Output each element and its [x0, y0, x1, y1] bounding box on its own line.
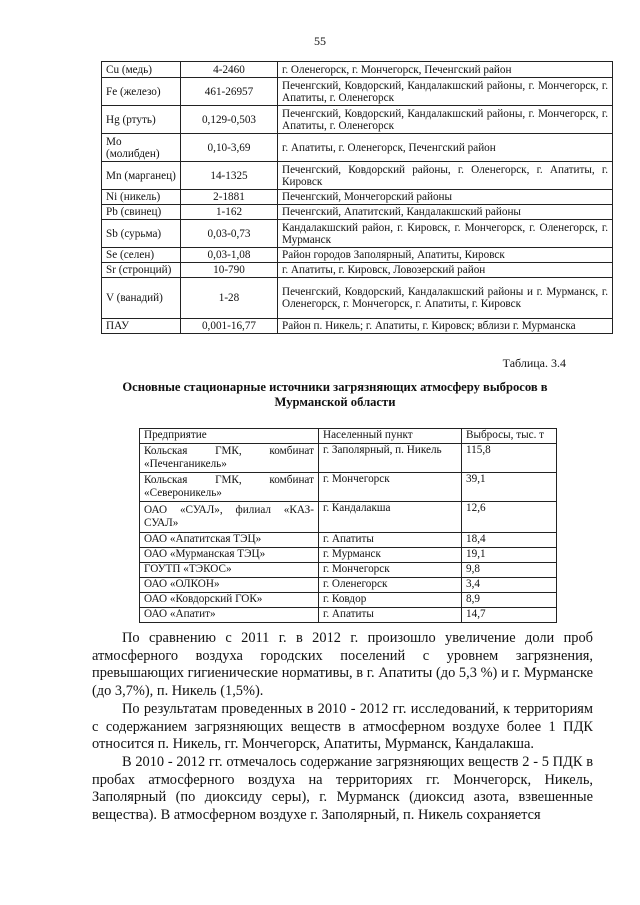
table-row	[102, 78, 613, 106]
table-row	[140, 548, 557, 563]
element-cell: Ni (никель)	[102, 190, 181, 205]
range-cell: 1-28	[181, 278, 278, 319]
enterprise-cell: ОАО «Мурманская ТЭЦ»	[140, 548, 319, 563]
range-cell: 0,10-3,69	[181, 134, 278, 162]
header-locality: Населенный пункт	[319, 429, 462, 444]
range-cell: 1-162	[181, 205, 278, 220]
header-emissions: Выбросы, тыс. т	[462, 429, 557, 444]
element-cell: Cu (медь)	[102, 62, 181, 78]
locality-cell: г. Мончегорск	[319, 563, 462, 578]
table-row	[102, 248, 613, 263]
element-cell: Mn (марганец)	[102, 162, 181, 190]
table-row	[140, 473, 557, 502]
element-cell: Hg (ртуть)	[102, 106, 181, 134]
table-row	[102, 106, 613, 134]
element-cell: V (ванадий)	[102, 278, 181, 319]
table-row	[102, 220, 613, 248]
table-row	[102, 263, 613, 278]
emissions-cell: 8,9	[462, 593, 557, 608]
areas-cell: г. Апатиты, г. Кировск, Ловозерский район	[278, 263, 613, 278]
areas-cell: Печенгский, Мончегорский районы	[278, 190, 613, 205]
locality-cell: г. Апатиты	[319, 533, 462, 548]
header-enterprise: Предприятие	[140, 429, 319, 444]
table-row	[140, 563, 557, 578]
paragraph: По сравнению с 2011 г. в 2012 г. произошло увеличение доли проб атмосферного воздуха городских поселений с уровнем загрязнения, превышающих гигиенические нормативы, в г. Апатиты (до 5,3 %) и г. Мурманске (до 3,7%), п. Никель (1,5%).	[92, 630, 593, 700]
table-row	[102, 190, 613, 205]
range-cell: 0,03-1,08	[181, 248, 278, 263]
enterprise-cell: Кольская ГМК, комбинат «Печенганикель»	[140, 444, 319, 473]
table-row	[102, 162, 613, 190]
element-cell: Pb (свинец)	[102, 205, 181, 220]
emissions-cell: 9,8	[462, 563, 557, 578]
emissions-cell: 18,4	[462, 533, 557, 548]
range-cell: 0,129-0,503	[181, 106, 278, 134]
locality-cell: г. Заполярный, п. Никель	[319, 444, 462, 473]
enterprise-cell: Кольская ГМК, комбинат «Североникель»	[140, 473, 319, 502]
areas-cell: г. Апатиты, г. Оленегорск, Печенгский район	[278, 134, 613, 162]
body-text	[92, 630, 593, 825]
table-row	[102, 319, 613, 334]
page-number: 55	[314, 34, 326, 48]
enterprise-cell: ОАО «Ковдорский ГОК»	[140, 593, 319, 608]
enterprise-cell: ОАО «СУАЛ», филиал «КАЗ-СУАЛ»	[140, 502, 319, 533]
range-cell: 10-790	[181, 263, 278, 278]
locality-cell: г. Апатиты	[319, 608, 462, 623]
paragraph: По результатам проведенных в 2010 - 2012 гг. исследований, к территориям с содержанием загрязняющих веществ в атмосферном воздухе более 1 ПДК относится п. Никель, гг. Мончегорск, Апатиты, Мурманск, Кандалакша.	[92, 700, 593, 753]
areas-cell: Печенгский, Ковдорский, Кандалакшский районы, г. Мончегорск, г. Апатиты, г. Оленегорск	[278, 106, 613, 134]
table-number: Таблица. 3.4	[502, 356, 566, 370]
locality-cell: г. Кандалакша	[319, 502, 462, 533]
element-cell: ПАУ	[102, 319, 181, 334]
range-cell: 0,03-0,73	[181, 220, 278, 248]
enterprise-cell: ГОУТП «ТЭКОС»	[140, 563, 319, 578]
emissions-cell: 39,1	[462, 473, 557, 502]
metals-table	[101, 61, 613, 334]
table-row	[140, 578, 557, 593]
areas-cell: Район городов Заполярный, Апатиты, Кировск	[278, 248, 613, 263]
paragraph: В 2010 - 2012 гг. отмечалось содержание загрязняющих веществ 2 - 5 ПДК в пробах атмосферного воздуха на территориях гг. Мончегорск, Никель, Заполярный (по диоксиду серы), г. Мурманск (диоксид азота, взвешенные вещества). В атмосферном воздухе г. Заполярный, п. Никель сохраняется	[92, 753, 593, 824]
emissions-cell: 12,6	[462, 502, 557, 533]
table-row	[102, 62, 613, 78]
range-cell: 14-1325	[181, 162, 278, 190]
areas-cell: Кандалакшский район, г. Кировск, г. Мончегорск, г. Оленегорск, г. Мурманск	[278, 220, 613, 248]
enterprise-cell: ОАО «Апатит»	[140, 608, 319, 623]
range-cell: 2-1881	[181, 190, 278, 205]
table-title: Основные стационарные источники загрязняющих атмосферу выбросов в Мурманской области	[122, 380, 548, 409]
table-row	[102, 278, 613, 319]
element-cell: Fe (железо)	[102, 78, 181, 106]
table-row	[140, 502, 557, 533]
range-cell: 0,001-16,77	[181, 319, 278, 334]
locality-cell: г. Оленегорск	[319, 578, 462, 593]
range-cell: 4-2460	[181, 62, 278, 78]
element-cell: Se (селен)	[102, 248, 181, 263]
emissions-cell: 3,4	[462, 578, 557, 593]
table-row	[140, 593, 557, 608]
enterprise-cell: ОАО «Апатитская ТЭЦ»	[140, 533, 319, 548]
range-cell: 461-26957	[181, 78, 278, 106]
enterprise-cell: ОАО «ОЛКОН»	[140, 578, 319, 593]
areas-cell: Печенгский, Ковдорский районы, г. Оленегорск, г. Апатиты, г. Кировск	[278, 162, 613, 190]
sources-table	[139, 428, 557, 623]
element-cell: Mo (молибден)	[102, 134, 181, 162]
areas-cell: Печенгский, Ковдорский, Кандалакшский районы, г. Мончегорск, г. Апатиты, г. Оленегорск	[278, 78, 613, 106]
areas-cell: Печенгский, Апатитский, Кандалакшский районы	[278, 205, 613, 220]
table-row	[140, 608, 557, 623]
areas-cell: Печенгский, Ковдорский, Кандалакшский районы и г. Мурманск, г. Оленегорск, г. Мончегорск, г. Апатиты, г. Кировск	[278, 278, 613, 319]
element-cell: Sr (стронций)	[102, 263, 181, 278]
table-row	[102, 205, 613, 220]
locality-cell: г. Мурманск	[319, 548, 462, 563]
element-cell: Sb (сурьма)	[102, 220, 181, 248]
table-header-row	[140, 429, 557, 444]
locality-cell: г. Мончегорск	[319, 473, 462, 502]
emissions-cell: 14,7	[462, 608, 557, 623]
table-row	[140, 444, 557, 473]
areas-cell: г. Оленегорск, г. Мончегорск, Печенгский район	[278, 62, 613, 78]
emissions-cell: 19,1	[462, 548, 557, 563]
locality-cell: г. Ковдор	[319, 593, 462, 608]
table-row	[102, 134, 613, 162]
table-row	[140, 533, 557, 548]
areas-cell: Район п. Никель; г. Апатиты, г. Кировск; вблизи г. Мурманска	[278, 319, 613, 334]
emissions-cell: 115,8	[462, 444, 557, 473]
